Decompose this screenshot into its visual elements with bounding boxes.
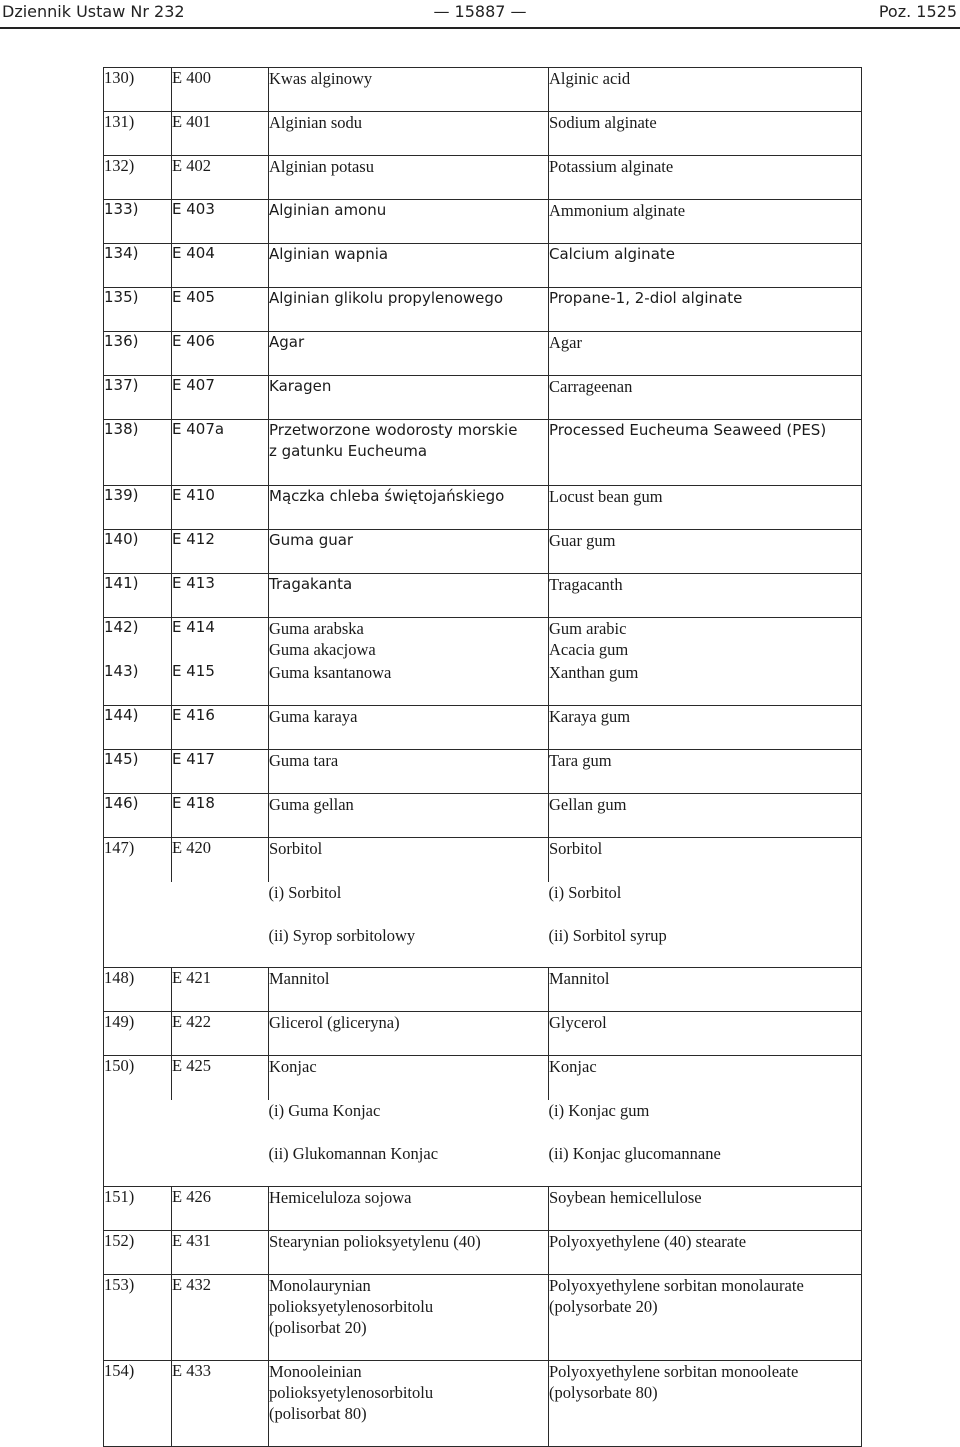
page-header bbox=[0, 0, 960, 30]
polish-name-cell bbox=[269, 244, 549, 288]
e-code: E 432 bbox=[172, 1275, 211, 1294]
entry-number-cell bbox=[104, 574, 172, 618]
english-name-cell bbox=[549, 794, 862, 838]
polish-name: (i) Sorbitol bbox=[268, 882, 342, 902]
polish-name-cell bbox=[269, 1100, 549, 1143]
table-row bbox=[104, 706, 862, 750]
english-name: (i) Sorbitol bbox=[548, 882, 622, 902]
table-row bbox=[104, 376, 862, 420]
polish-name: Guma ksantanowa bbox=[269, 662, 392, 682]
english-name-cell bbox=[549, 662, 862, 706]
e-code-cell bbox=[172, 1275, 269, 1361]
polish-name: Alginian potasu bbox=[269, 157, 374, 176]
e-code-cell bbox=[172, 486, 269, 530]
polish-name-cell bbox=[269, 925, 549, 968]
table-row bbox=[104, 530, 862, 574]
entry-number: 154) bbox=[104, 1361, 135, 1380]
entry-number-cell bbox=[104, 838, 172, 882]
e-code-cell bbox=[172, 112, 269, 156]
entry-number: 151) bbox=[104, 1187, 135, 1206]
english-name: Agar bbox=[549, 333, 582, 352]
polish-name-cell bbox=[269, 332, 549, 376]
english-name-cell bbox=[549, 968, 862, 1012]
english-name-cell bbox=[549, 750, 862, 794]
polish-name: Guma tara bbox=[269, 751, 339, 770]
entry-number-cell bbox=[104, 662, 172, 706]
polish-name-cell bbox=[269, 376, 549, 420]
e-code: E 405 bbox=[172, 288, 215, 306]
english-name-cell bbox=[549, 156, 862, 200]
e-code-cell bbox=[172, 1100, 269, 1143]
english-name-cell bbox=[549, 530, 862, 574]
e-code-cell bbox=[172, 1012, 269, 1056]
e-code: E 414 bbox=[172, 618, 215, 636]
english-name-cell bbox=[549, 706, 862, 750]
e-code-cell bbox=[172, 794, 269, 838]
polish-name: Glicerol (gliceryna) bbox=[269, 1013, 400, 1032]
header-divider bbox=[0, 27, 960, 29]
english-name: Sorbitol bbox=[549, 839, 603, 858]
polish-name: (i) Guma Konjac bbox=[268, 1100, 381, 1120]
english-name: Ammonium alginate bbox=[549, 201, 686, 220]
e-code-cell bbox=[172, 706, 269, 750]
entry-number-cell bbox=[104, 1231, 172, 1275]
entry-number: 139) bbox=[104, 486, 139, 504]
entry-number: 146) bbox=[104, 794, 139, 812]
journal-title: Dziennik Ustaw Nr 232 bbox=[2, 2, 185, 21]
polish-name: Guma guar bbox=[269, 531, 354, 549]
english-name-cell bbox=[549, 1361, 862, 1447]
polish-name-cell bbox=[269, 750, 549, 794]
additives-table bbox=[103, 67, 862, 1447]
table-row bbox=[104, 1275, 862, 1361]
entry-number: 140) bbox=[104, 530, 139, 548]
english-name: Tara gum bbox=[549, 751, 612, 770]
polish-name-cell bbox=[269, 706, 549, 750]
table-row bbox=[104, 1012, 862, 1056]
entry-number: 137) bbox=[104, 376, 139, 394]
polish-name-cell bbox=[269, 200, 549, 244]
table-row bbox=[104, 1100, 862, 1143]
english-name-cell bbox=[549, 618, 862, 662]
english-name: Polyoxyethylene sorbitan monooleate bbox=[549, 1362, 799, 1381]
polish-name-cell bbox=[269, 882, 549, 925]
e-code-cell bbox=[172, 530, 269, 574]
polish-name-cell bbox=[269, 794, 549, 838]
e-code: E 412 bbox=[172, 530, 215, 548]
polish-name-cell bbox=[269, 68, 549, 112]
polish-name-cell bbox=[269, 574, 549, 618]
table-row bbox=[104, 200, 862, 244]
entry-number-cell bbox=[104, 530, 172, 574]
entry-number: 152) bbox=[104, 1231, 135, 1250]
entry-number: 144) bbox=[104, 706, 139, 724]
polish-name: Konjac bbox=[269, 1057, 317, 1076]
e-code: E 415 bbox=[172, 661, 215, 680]
e-code: E 420 bbox=[172, 838, 211, 857]
e-code-cell bbox=[172, 420, 269, 486]
english-name: (ii) Konjac glucomannane bbox=[548, 1143, 721, 1163]
e-code-cell bbox=[172, 1361, 269, 1447]
polish-name: z gatunku Eucheuma bbox=[269, 442, 428, 460]
polish-name: Alginian amonu bbox=[269, 201, 387, 219]
polish-name-cell bbox=[269, 530, 549, 574]
english-name-cell bbox=[549, 200, 862, 244]
e-code: E 402 bbox=[172, 156, 211, 175]
polish-name-cell bbox=[269, 1275, 549, 1361]
english-name-cell bbox=[549, 244, 862, 288]
entry-number: 136) bbox=[104, 332, 139, 350]
polish-name-cell bbox=[269, 1143, 549, 1187]
table-row bbox=[104, 112, 862, 156]
english-name-cell bbox=[549, 112, 862, 156]
polish-name-cell bbox=[269, 486, 549, 530]
polish-name: (polisorbat 20) bbox=[269, 1318, 367, 1337]
entry-number: 134) bbox=[104, 244, 139, 262]
table-row bbox=[104, 486, 862, 530]
entry-number: 147) bbox=[104, 838, 135, 857]
polish-name: (ii) Glukomannan Konjac bbox=[268, 1143, 439, 1163]
polish-name: Agar bbox=[269, 333, 305, 351]
table-row bbox=[104, 574, 862, 618]
entry-number-cell bbox=[104, 156, 172, 200]
entry-number: 149) bbox=[104, 1012, 135, 1031]
english-name: Polyoxyethylene sorbitan monolaurate bbox=[549, 1276, 804, 1295]
english-name: Xanthan gum bbox=[549, 662, 639, 682]
entry-number-cell bbox=[104, 288, 172, 332]
entry-number-cell bbox=[104, 882, 172, 925]
entry-number-cell bbox=[104, 200, 172, 244]
english-name: Guar gum bbox=[549, 531, 616, 550]
e-code-cell bbox=[172, 882, 269, 925]
e-code-cell bbox=[172, 68, 269, 112]
english-name-cell bbox=[549, 1275, 862, 1361]
english-name: Karaya gum bbox=[549, 707, 631, 726]
polish-name: Monooleinian bbox=[269, 1362, 362, 1381]
entry-number-cell bbox=[104, 332, 172, 376]
table-row bbox=[104, 332, 862, 376]
e-code-cell bbox=[172, 968, 269, 1012]
polish-name-cell bbox=[269, 112, 549, 156]
polish-name: Przetworzone wodorosty morskie bbox=[269, 421, 518, 439]
polish-name: Alginian glikolu propylenowego bbox=[269, 289, 504, 307]
english-name: Glycerol bbox=[549, 1013, 607, 1032]
english-name: Processed Eucheuma Seaweed (PES) bbox=[549, 421, 827, 439]
entry-number: 143) bbox=[104, 661, 139, 680]
entry-number-cell bbox=[104, 1056, 172, 1100]
polish-name-cell bbox=[269, 1231, 549, 1275]
polish-name: Mączka chleba świętojańskiego bbox=[269, 487, 505, 505]
e-code: E 425 bbox=[172, 1056, 211, 1075]
polish-name-cell bbox=[269, 288, 549, 332]
english-name: Gum arabic bbox=[549, 619, 627, 638]
english-name: (polysorbate 80) bbox=[549, 1383, 658, 1402]
entry-number: 141) bbox=[104, 574, 139, 592]
table-row bbox=[104, 1143, 862, 1187]
entry-number-cell bbox=[104, 112, 172, 156]
polish-name-cell bbox=[269, 662, 549, 706]
polish-name-cell bbox=[269, 1012, 549, 1056]
english-name: Carrageenan bbox=[549, 377, 633, 396]
english-name: Calcium alginate bbox=[549, 245, 675, 263]
entry-number: 138) bbox=[104, 420, 139, 438]
english-name: (ii) Sorbitol syrup bbox=[548, 925, 667, 945]
polish-name-cell bbox=[269, 1361, 549, 1447]
polish-name: Kwas alginowy bbox=[269, 69, 373, 88]
additives-table-body bbox=[104, 68, 862, 1447]
english-name: Polyoxyethylene (40) stearate bbox=[549, 1232, 747, 1251]
e-code: E 426 bbox=[172, 1187, 211, 1206]
english-name-cell bbox=[549, 1187, 862, 1231]
polish-name-cell bbox=[269, 1187, 549, 1231]
e-code: E 407a bbox=[172, 420, 225, 438]
entry-number-cell bbox=[104, 244, 172, 288]
position-number: Poz. 1525 bbox=[878, 2, 957, 21]
polish-name-cell bbox=[269, 420, 549, 486]
english-name: Konjac bbox=[549, 1057, 597, 1076]
english-name-cell bbox=[549, 574, 862, 618]
english-name-cell bbox=[549, 332, 862, 376]
english-name-cell bbox=[549, 882, 862, 925]
polish-name-cell bbox=[269, 618, 549, 662]
english-name: Locust bean gum bbox=[549, 487, 663, 506]
e-code: E 416 bbox=[172, 706, 215, 724]
polish-name: polioksyetylenosorbitolu bbox=[269, 1383, 434, 1402]
table-row bbox=[104, 750, 862, 794]
table-row bbox=[104, 156, 862, 200]
entry-number: 148) bbox=[104, 968, 135, 987]
entry-number-cell bbox=[104, 486, 172, 530]
table-row bbox=[104, 925, 862, 968]
polish-name: (polisorbat 80) bbox=[269, 1404, 367, 1423]
e-code-cell bbox=[172, 925, 269, 968]
english-name: Sodium alginate bbox=[549, 113, 657, 132]
entry-number-cell bbox=[104, 1275, 172, 1361]
english-name-cell bbox=[549, 288, 862, 332]
entry-number-cell bbox=[104, 1361, 172, 1447]
polish-name-cell bbox=[269, 156, 549, 200]
english-name: Propane-1, 2-diol alginate bbox=[549, 289, 743, 307]
table-row bbox=[104, 288, 862, 332]
e-code-cell bbox=[172, 1143, 269, 1187]
e-code: E 401 bbox=[172, 112, 211, 131]
polish-name: polioksyetylenosorbitolu bbox=[269, 1297, 434, 1316]
entry-number: 153) bbox=[104, 1275, 135, 1294]
e-code-cell bbox=[172, 376, 269, 420]
entry-number-cell bbox=[104, 706, 172, 750]
table-row bbox=[104, 1361, 862, 1447]
e-code: E 404 bbox=[172, 244, 215, 262]
english-name-cell bbox=[549, 376, 862, 420]
english-name: Mannitol bbox=[549, 969, 610, 988]
english-name: Soybean hemicellulose bbox=[549, 1188, 702, 1207]
entry-number: 142) bbox=[104, 618, 139, 636]
entry-number: 133) bbox=[104, 200, 139, 218]
e-code-cell bbox=[172, 1231, 269, 1275]
english-name: (polysorbate 20) bbox=[549, 1297, 658, 1316]
english-name-cell bbox=[549, 1143, 862, 1187]
polish-name: Alginian sodu bbox=[269, 113, 363, 132]
entry-number-cell bbox=[104, 618, 172, 662]
e-code: E 421 bbox=[172, 968, 211, 987]
e-code-cell bbox=[172, 750, 269, 794]
entry-number: 132) bbox=[104, 156, 135, 175]
e-code: E 431 bbox=[172, 1231, 211, 1250]
e-code-cell bbox=[172, 1056, 269, 1100]
english-name-cell bbox=[549, 838, 862, 882]
entry-number-cell bbox=[104, 376, 172, 420]
polish-name: Monolaurynian bbox=[269, 1276, 371, 1295]
e-code: E 407 bbox=[172, 376, 215, 394]
entry-number-cell bbox=[104, 968, 172, 1012]
polish-name: (ii) Syrop sorbitolowy bbox=[268, 925, 416, 945]
entry-number-cell bbox=[104, 925, 172, 968]
polish-name: Karagen bbox=[269, 377, 332, 395]
table-row bbox=[104, 244, 862, 288]
e-code-cell bbox=[172, 618, 269, 662]
english-name: (i) Konjac gum bbox=[548, 1100, 650, 1120]
english-name: Acacia gum bbox=[549, 640, 629, 659]
english-name-cell bbox=[549, 1231, 862, 1275]
english-name-cell bbox=[549, 1012, 862, 1056]
english-name-cell bbox=[549, 486, 862, 530]
entry-number: 135) bbox=[104, 288, 139, 306]
e-code-cell bbox=[172, 838, 269, 882]
e-code-cell bbox=[172, 156, 269, 200]
polish-name: Sorbitol bbox=[269, 839, 323, 858]
entry-number: 145) bbox=[104, 750, 139, 768]
e-code-cell bbox=[172, 288, 269, 332]
english-name-cell bbox=[549, 68, 862, 112]
e-code-cell bbox=[172, 1187, 269, 1231]
table-row bbox=[104, 1231, 862, 1275]
entry-number-cell bbox=[104, 68, 172, 112]
polish-name: Guma arabska bbox=[269, 619, 364, 638]
entry-number-cell bbox=[104, 794, 172, 838]
table-row bbox=[104, 794, 862, 838]
polish-name-cell bbox=[269, 838, 549, 882]
polish-name: Hemiceluloza sojowa bbox=[269, 1188, 412, 1207]
table-row bbox=[104, 420, 862, 486]
e-code: E 406 bbox=[172, 332, 215, 350]
e-code-cell bbox=[172, 574, 269, 618]
polish-name: Mannitol bbox=[269, 969, 330, 988]
e-code-cell bbox=[172, 244, 269, 288]
entry-number-cell bbox=[104, 1100, 172, 1143]
polish-name: Guma karaya bbox=[269, 707, 358, 726]
entry-number-cell bbox=[104, 1143, 172, 1187]
e-code: E 433 bbox=[172, 1361, 211, 1380]
table-row bbox=[104, 68, 862, 112]
english-name: Gellan gum bbox=[549, 795, 627, 814]
entry-number: 131) bbox=[104, 112, 135, 131]
english-name-cell bbox=[549, 420, 862, 486]
entry-number-cell bbox=[104, 750, 172, 794]
english-name: Tragacanth bbox=[549, 575, 623, 594]
polish-name: Tragakanta bbox=[269, 575, 353, 593]
polish-name-cell bbox=[269, 1056, 549, 1100]
english-name-cell bbox=[549, 925, 862, 968]
table-row bbox=[104, 882, 862, 925]
e-code: E 410 bbox=[172, 486, 215, 504]
english-name: Alginic acid bbox=[549, 69, 631, 88]
e-code-cell bbox=[172, 662, 269, 706]
e-code-cell bbox=[172, 200, 269, 244]
polish-name: Alginian wapnia bbox=[269, 245, 389, 263]
e-code: E 422 bbox=[172, 1012, 211, 1031]
polish-name-cell bbox=[269, 968, 549, 1012]
english-name: Potassium alginate bbox=[549, 157, 674, 176]
e-code: E 417 bbox=[172, 750, 215, 768]
table-row bbox=[104, 838, 862, 882]
polish-name: Stearynian polioksyetylenu (40) bbox=[269, 1232, 481, 1251]
e-code: E 403 bbox=[172, 200, 215, 218]
table-row bbox=[104, 618, 862, 662]
table-row bbox=[104, 1187, 862, 1231]
polish-name: Guma akacjowa bbox=[269, 640, 376, 659]
e-code-cell bbox=[172, 332, 269, 376]
entry-number: 130) bbox=[104, 68, 135, 87]
e-code: E 400 bbox=[172, 68, 211, 87]
english-name-cell bbox=[549, 1056, 862, 1100]
entry-number-cell bbox=[104, 420, 172, 486]
e-code: E 413 bbox=[172, 574, 215, 592]
english-name-cell bbox=[549, 1100, 862, 1143]
entry-number-cell bbox=[104, 1012, 172, 1056]
table-row bbox=[104, 662, 862, 706]
table-row bbox=[104, 968, 862, 1012]
page-number: — 15887 — bbox=[433, 2, 527, 21]
entry-number-cell bbox=[104, 1187, 172, 1231]
entry-number: 150) bbox=[104, 1056, 135, 1075]
polish-name: Guma gellan bbox=[269, 795, 354, 814]
table-row bbox=[104, 1056, 862, 1100]
e-code: E 418 bbox=[172, 794, 215, 812]
